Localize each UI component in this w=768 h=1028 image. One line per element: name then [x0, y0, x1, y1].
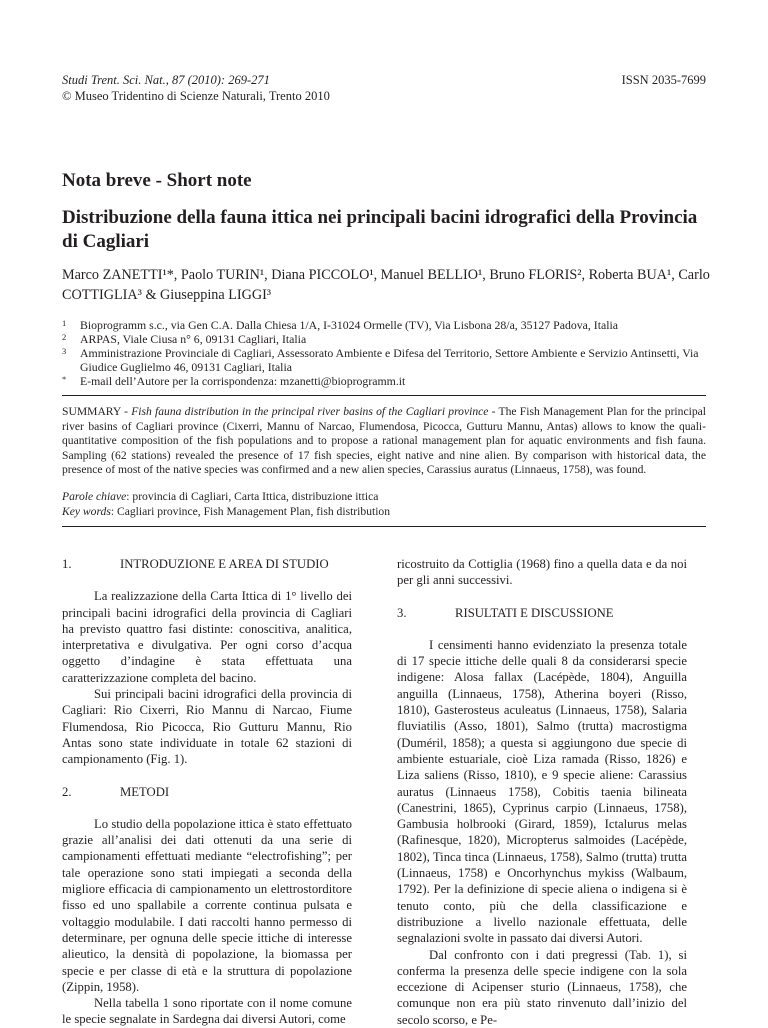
authors-line-1: Marco ZANETTI¹*, Paolo TURIN¹, Diana PICCOLO¹, Manuel BELLIO¹, Bruno FLORIS², Roberta BUA¹, Carlo [62, 267, 710, 283]
affiliation-3 [62, 346, 722, 374]
affiliation-email [62, 374, 722, 388]
paragraph: Sui principali bacini idrografici della provincia di Cagliari: Rio Cixerri, Rio Mannu di Narcao, Fiume Flumendosa, Rio Picocca, Rio Gutturu Mannu, Rio Antas sono state individuate in totale 62 stazioni di campionamento (Fig. 1). [62, 687, 352, 767]
affiliation-mark: 1 [62, 318, 67, 328]
authors [62, 265, 722, 305]
summary-label: SUMMARY - [62, 405, 132, 418]
affiliation-text: Amministrazione Provinciale di Cagliari, Assessorato Ambiente e Difesa del Territorio, Settore Ambiente e Servizio Antinsetti, Via Giudice Guglielmo 46, 09131 Cagliari, Italia [80, 346, 699, 374]
paragraph: I censimenti hanno evidenziato la presenza totale di 17 specie ittiche delle quali 8 da considerarsi specie indigene: Alosa fallax (Lacépède, 1804), Anguilla anguilla (Linnaeus, 1758), Atherina boyeri (Risso, 1810), Gasterosteus aculeatus (Linnaeus, 1758), Salaria fluviatilis (Asso, 1801), Salmo (trutta) macrostigma (Duméril, 1858); a questa si aggiungono due specie di ambiente estuariale, cioè Liza ramada (Risso, 1826) e Liza saliens (Risso, 1810), e 9 specie aliene: Carassius auratus (Linnaeus 1758), Cobitis taenia bilineata (Canestrini, 1865), Cyprinus carpio (Linnaeus, 1758), Gambusia holbrooki (Girard, 1859), Ictalurus melas (Rafinesque, 1820), Micropterus salmoides (Lacépède, 1802), Tinca tinca (Linnaeus, 1758), Salmo (trutta) trutta (Linnaeus, 1758) e Oncorhynchus mykiss (Walbaum, 1792). Per la definizione di specie aliena o indigena si è tenuto conto, più che della classificazione e distribuzione a livello nazionale effettuata, delle segnalazioni svolte in passato dai diversi Autori. [397, 637, 687, 946]
section-number: 2. [62, 784, 72, 799]
summary-title: Fish fauna distribution in the principal river basins of the Cagliari province [131, 405, 489, 418]
section-kind: Nota breve - Short note [62, 170, 252, 191]
section-title: INTRODUZIONE E AREA DI STUDIO [120, 557, 329, 571]
affiliation-1 [62, 318, 722, 332]
section-title: RISULTATI E DISCUSSIONE [455, 605, 614, 620]
keywords-label: Key words [62, 504, 111, 518]
section-title: METODI [120, 784, 170, 799]
section-number: 3. [397, 605, 407, 620]
parole-text: : provincia di Cagliari, Carta Ittica, distribuzione ittica [126, 490, 379, 503]
section-heading-3 [397, 605, 687, 621]
affiliation-mark: * [62, 374, 67, 384]
section-heading-1 [62, 556, 352, 572]
affiliation-2 [62, 332, 722, 346]
keywords-block [62, 490, 706, 519]
summary-body: - The Fish Management Plan for the principal river basins of Cagliari province (Cixerri, Mannu of Narcao, Flumendosa, Picocca, Gutturu Mannu, Antas) allows to know the quali-quantitative composition of the fish populations and to propose a rational management plan for aquatic environments and fish fauna. Sampling (62 stations) revealed the presence of 17 fish species, eight native and nine alien. By comparison with historical data, the presence of most of the native species was confirmed and a new alien species, Carassius auratus (Linnaeus, 1758), was found. [62, 405, 706, 477]
journal-line-2: © Museo Tridentino di Scienze Naturali, Trento 2010 [62, 89, 330, 103]
summary-bottom-rule [62, 526, 706, 527]
paragraph: La realizzazione della Carta Ittica di 1° livello dei principali bacini idrografici della provincia di Cagliari ha previsto quattro fasi distinte: conoscitiva, analitica, interpretativa e divulgativa. Per ogni corso d’acqua oggetto d’indagine è stata effettuata una caratterizzazione completa del bacino. [62, 589, 352, 685]
journal-line-1: Studi Trent. Sci. Nat., 87 (2010): 269-271 [62, 73, 270, 87]
affiliation-text: ARPAS, Viale Ciusa n° 6, 09131 Cagliari, Italia [80, 332, 307, 346]
affiliation-text: E-mail dell’Autore per la corrispondenza: mzanetti@bioprogramm.it [80, 374, 406, 388]
affiliations [62, 318, 722, 388]
paragraph-continued: ricostruito da Cottiglia (1968) fino a quella data e da noi per gli anni successivi. [397, 557, 687, 588]
summary [62, 405, 706, 478]
authors-line-2: COTTIGLIA³ & Giuseppina LIGGI³ [62, 287, 272, 303]
parole-chiave [62, 490, 706, 505]
article-title: Distribuzione della fauna ittica nei principali bacini idrografici della Provincia di Cagliari [62, 207, 698, 252]
key-words [62, 505, 706, 520]
section-number: 1. [62, 557, 72, 571]
affiliation-mark: 3 [62, 346, 67, 356]
parole-label: Parole chiave [62, 490, 127, 503]
left-column [62, 540, 352, 1028]
paragraph: Dal confronto con i dati pregressi (Tab. 1), si conferma la presenza delle specie indigene con la sola eccezione di Acipenser sturio (Linnaeus, 1758), che comunque non era più stato rinvenuto dall’inizio del secolo scorso, e Pe- [397, 947, 687, 1027]
right-column [397, 540, 687, 1028]
paragraph: Lo studio della popolazione ittica è stato effettuato grazie all’analisi dei dati ottenuti da una serie di campionamenti effettuati mediante “electrofishing”; per tale operazione sono stati impiegati a seconda della migliore efficacia di campionamento un elettrostorditore fisso ed uno spallabile a corrente continua pulsata e voltaggio modulabile. I dati raccolti hanno permesso di determinare, per ognuna delle specie ittiche di interesse alieutico, la densità di popolazione, la biomassa per specie e per classe di età e la struttura di popolazione (Zippin, 1958). [62, 816, 352, 994]
affiliation-text: Bioprogramm s.c., via Gen C.A. Dalla Chiesa 1/A, I-31024 Ormelle (TV), Via Lisbona 28/a, 35127 Padova, Italia [80, 318, 619, 332]
section-heading-2 [62, 784, 352, 800]
issn: ISSN 2035-7699 [621, 73, 706, 87]
journal-citation [62, 72, 330, 104]
paragraph: Nella tabella 1 sono riportate con il nome comune le specie segnalate in Sardegna dai diversi Autori, come [62, 996, 352, 1027]
affiliation-mark: 2 [62, 332, 67, 342]
keywords-text: : Cagliari province, Fish Management Plan, fish distribution [110, 504, 391, 518]
summary-top-rule [62, 395, 706, 396]
